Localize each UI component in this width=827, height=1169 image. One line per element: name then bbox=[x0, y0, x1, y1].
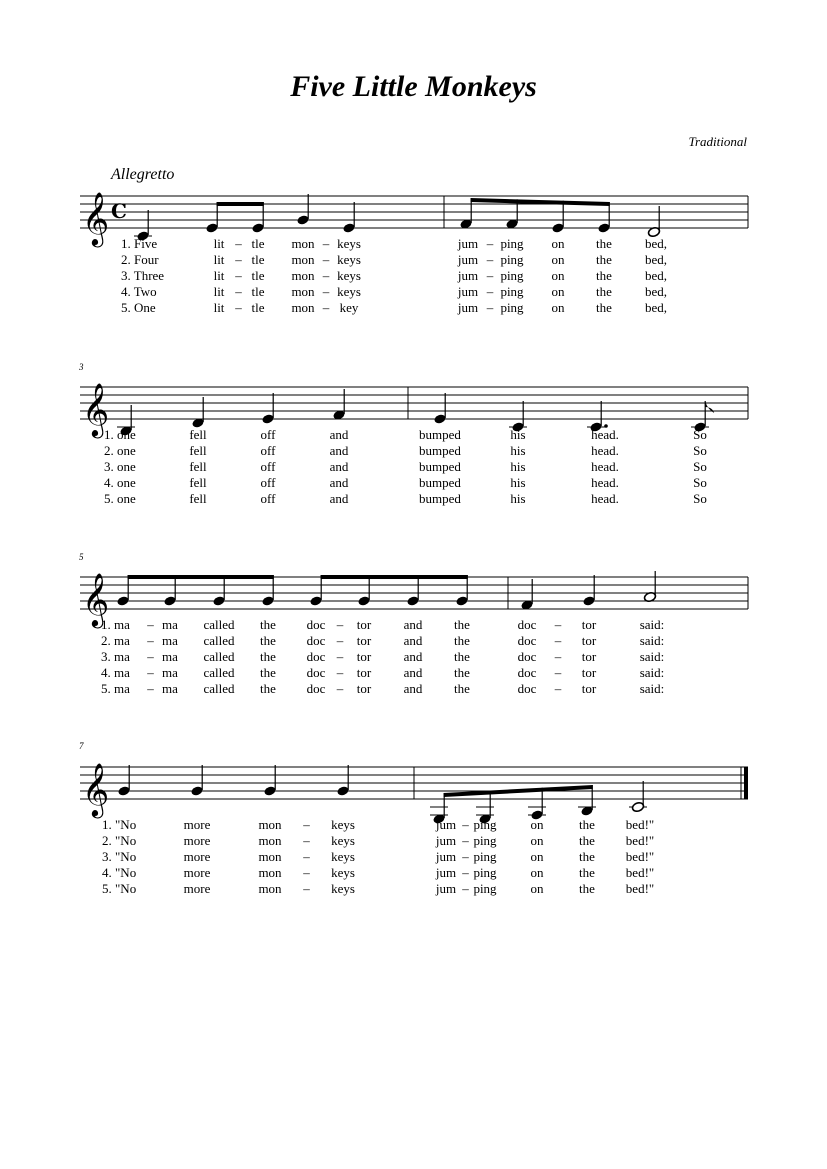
lyric-syllable: his bbox=[510, 491, 526, 506]
lyric-hyphen: – bbox=[235, 252, 242, 267]
lyric-syllable: fell bbox=[189, 427, 207, 442]
lyric-syllable: on bbox=[530, 833, 544, 848]
lyric-syllable: off bbox=[260, 427, 276, 442]
lyric-syllable: mon bbox=[291, 236, 315, 251]
lyric-syllable: bed!" bbox=[625, 849, 655, 864]
lyric-syllable: and bbox=[329, 475, 349, 490]
lyric-hyphen: – bbox=[303, 881, 310, 896]
lyric-syllable: and bbox=[329, 491, 349, 506]
lyric-syllable: lit bbox=[213, 300, 225, 315]
lyric-hyphen: – bbox=[554, 633, 562, 648]
lyric-syllable: called bbox=[203, 681, 235, 696]
lyric-syllable: and bbox=[403, 649, 423, 664]
lyric-syllable: the bbox=[579, 865, 595, 880]
lyric-hyphen: – bbox=[462, 865, 469, 880]
lyric-syllable: the bbox=[596, 252, 612, 267]
lyric-syllable: lit bbox=[213, 252, 225, 267]
lyric-syllable: head. bbox=[591, 491, 619, 506]
lyric-hyphen: – bbox=[303, 817, 310, 832]
lyric-syllable: bed!" bbox=[625, 881, 655, 896]
final-barline bbox=[744, 767, 748, 799]
lyric-syllable: keys bbox=[337, 268, 361, 283]
lyric-syllable: ping bbox=[473, 865, 497, 880]
lyric-syllable: and bbox=[329, 459, 349, 474]
lyric-syllable: off bbox=[260, 475, 276, 490]
lyric-syllable: ping bbox=[473, 817, 497, 832]
lyric-syllable: the bbox=[454, 649, 470, 664]
lyric-hyphen: – bbox=[322, 300, 330, 315]
lyric-syllable: mon bbox=[258, 833, 282, 848]
lyric-hyphen: – bbox=[322, 252, 330, 267]
lyric-syllable: said: bbox=[639, 633, 665, 648]
lyric-syllable: keys bbox=[331, 817, 355, 832]
lyric-syllable: 5. one bbox=[104, 491, 136, 506]
lyric-syllable: mon bbox=[291, 300, 315, 315]
lyric-syllable: fell bbox=[189, 491, 207, 506]
lyric-syllable: tor bbox=[356, 633, 372, 648]
lyric-syllable: mon bbox=[291, 284, 315, 299]
lyric-syllable: tle bbox=[251, 252, 265, 267]
lyric-syllable: doc bbox=[306, 649, 326, 664]
lyric-syllable: off bbox=[260, 459, 276, 474]
lyric-syllable: the bbox=[454, 665, 470, 680]
lyric-syllable: on bbox=[530, 849, 544, 864]
lyric-hyphen: – bbox=[322, 268, 330, 283]
beam bbox=[217, 202, 264, 206]
lyric-syllable: tle bbox=[251, 284, 265, 299]
lyric-syllable: ma bbox=[162, 633, 178, 648]
lyric-syllable: bumped bbox=[419, 443, 461, 458]
lyric-syllable: the bbox=[260, 649, 276, 664]
lyric-hyphen: – bbox=[147, 617, 154, 632]
lyric-syllable: off bbox=[260, 491, 276, 506]
lyric-syllable: ping bbox=[500, 252, 524, 267]
lyric-syllable: doc bbox=[306, 633, 326, 648]
tempo-marking: Allegretto bbox=[111, 166, 175, 183]
lyric-syllable: and bbox=[403, 617, 423, 632]
lyric-hyphen: – bbox=[322, 236, 330, 251]
lyric-syllable: 4. ma bbox=[101, 665, 130, 680]
lyric-syllable: the bbox=[596, 268, 612, 283]
lyric-syllable: fell bbox=[189, 475, 207, 490]
lyric-syllable: 1. Five bbox=[121, 236, 158, 251]
lyric-syllable: jum bbox=[457, 284, 479, 299]
lyric-syllable: ping bbox=[473, 833, 497, 848]
lyric-syllable: tle bbox=[251, 300, 265, 315]
beam bbox=[471, 198, 610, 206]
lyric-syllable: doc bbox=[517, 681, 537, 696]
lyric-syllable: 5. ma bbox=[101, 681, 130, 696]
lyric-syllable: the bbox=[260, 633, 276, 648]
lyric-syllable: more bbox=[183, 865, 211, 880]
treble-clef-icon: 𝄞 bbox=[82, 572, 110, 626]
lyric-syllable: on bbox=[530, 817, 544, 832]
lyric-hyphen: – bbox=[303, 833, 310, 848]
lyric-syllable: ping bbox=[500, 300, 524, 315]
lyric-hyphen: – bbox=[147, 665, 154, 680]
lyric-syllable: mon bbox=[258, 865, 282, 880]
lyric-syllable: ping bbox=[500, 268, 524, 283]
lyric-syllable: the bbox=[579, 849, 595, 864]
lyric-syllable: his bbox=[510, 427, 526, 442]
lyric-syllable: 1. "No bbox=[102, 817, 137, 832]
lyric-hyphen: – bbox=[486, 268, 494, 283]
lyric-syllable: the bbox=[579, 833, 595, 848]
lyric-syllable: said: bbox=[639, 665, 665, 680]
lyric-syllable: doc bbox=[517, 633, 537, 648]
lyric-hyphen: – bbox=[462, 833, 469, 848]
lyric-syllable: 3. ma bbox=[101, 649, 130, 664]
lyric-syllable: bed, bbox=[644, 236, 668, 251]
lyric-syllable: 3. "No bbox=[102, 849, 137, 864]
measure-number-7: 7 bbox=[79, 741, 84, 751]
lyric-syllable: mon bbox=[291, 268, 315, 283]
lyric-syllable: So bbox=[693, 427, 707, 442]
lyric-syllable: fell bbox=[189, 459, 207, 474]
lyric-hyphen: – bbox=[462, 881, 469, 896]
lyric-syllable: the bbox=[596, 236, 612, 251]
lyric-syllable: keys bbox=[331, 833, 355, 848]
lyric-syllable: and bbox=[329, 443, 349, 458]
lyric-syllable: tor bbox=[581, 617, 597, 632]
lyric-syllable: tle bbox=[251, 236, 265, 251]
lyric-syllable: keys bbox=[331, 881, 355, 896]
beam bbox=[321, 575, 468, 579]
lyric-syllable: tor bbox=[581, 665, 597, 680]
lyric-hyphen: – bbox=[554, 665, 562, 680]
lyric-syllable: head. bbox=[591, 459, 619, 474]
lyric-hyphen: – bbox=[486, 252, 494, 267]
lyric-syllable: doc bbox=[517, 649, 537, 664]
lyric-syllable: So bbox=[693, 491, 707, 506]
lyric-syllable: bumped bbox=[419, 427, 461, 442]
lyric-syllable: the bbox=[454, 681, 470, 696]
lyric-syllable: keys bbox=[337, 252, 361, 267]
lyric-syllable: 1. one bbox=[104, 427, 136, 442]
lyric-hyphen: – bbox=[336, 617, 344, 632]
lyric-syllable: ping bbox=[473, 881, 497, 896]
lyric-syllable: and bbox=[329, 427, 349, 442]
lyric-syllable: doc bbox=[306, 681, 326, 696]
lyric-syllable: head. bbox=[591, 443, 619, 458]
lyric-syllable: tor bbox=[581, 633, 597, 648]
lyric-syllable: 2. ma bbox=[101, 633, 130, 648]
lyric-syllable: bed, bbox=[644, 284, 668, 299]
lyric-syllable: doc bbox=[306, 617, 326, 632]
lyric-syllable: on bbox=[551, 284, 565, 299]
lyric-syllable: on bbox=[551, 252, 565, 267]
lyric-syllable: more bbox=[183, 833, 211, 848]
lyric-syllable: the bbox=[454, 633, 470, 648]
lyric-syllable: bed, bbox=[644, 252, 668, 267]
lyric-syllable: tor bbox=[356, 665, 372, 680]
lyric-syllable: bumped bbox=[419, 475, 461, 490]
lyric-syllable: tor bbox=[356, 681, 372, 696]
lyric-syllable: lit bbox=[213, 284, 225, 299]
lyric-syllable: jum bbox=[457, 252, 479, 267]
lyric-syllable: tor bbox=[581, 681, 597, 696]
lyric-hyphen: – bbox=[486, 300, 494, 315]
lyric-syllable: 2. one bbox=[104, 443, 136, 458]
lyric-syllable: called bbox=[203, 617, 235, 632]
lyric-syllable: his bbox=[510, 475, 526, 490]
lyric-syllable: said: bbox=[639, 681, 665, 696]
lyric-hyphen: – bbox=[336, 665, 344, 680]
lyric-hyphen: – bbox=[322, 284, 330, 299]
treble-clef-icon: 𝄞 bbox=[82, 762, 110, 816]
composer-credit: Traditional bbox=[688, 134, 747, 149]
lyric-syllable: on bbox=[530, 865, 544, 880]
lyric-syllable: 5. One bbox=[121, 300, 156, 315]
lyric-syllable: 3. one bbox=[104, 459, 136, 474]
lyric-syllable: keys bbox=[331, 865, 355, 880]
lyric-syllable: tor bbox=[581, 649, 597, 664]
lyric-syllable: bed!" bbox=[625, 817, 655, 832]
lyric-syllable: jum bbox=[457, 268, 479, 283]
lyric-syllable: mon bbox=[291, 252, 315, 267]
lyric-syllable: his bbox=[510, 443, 526, 458]
time-signature: C bbox=[111, 199, 127, 223]
lyric-hyphen: – bbox=[235, 268, 242, 283]
lyric-syllable: on bbox=[551, 236, 565, 251]
lyric-hyphen: – bbox=[554, 617, 562, 632]
lyric-hyphen: – bbox=[462, 849, 469, 864]
lyric-syllable: 3. Three bbox=[121, 268, 165, 283]
lyric-syllable: jum bbox=[435, 865, 457, 880]
lyric-syllable: jum bbox=[435, 849, 457, 864]
lyric-syllable: bumped bbox=[419, 491, 461, 506]
lyric-hyphen: – bbox=[147, 633, 154, 648]
lyric-syllable: 1. ma bbox=[101, 617, 130, 632]
lyric-hyphen: – bbox=[303, 849, 310, 864]
lyric-syllable: bed, bbox=[644, 268, 668, 283]
lyric-syllable: ping bbox=[473, 849, 497, 864]
lyric-syllable: the bbox=[454, 617, 470, 632]
lyric-syllable: fell bbox=[189, 443, 207, 458]
lyric-syllable: the bbox=[596, 284, 612, 299]
lyric-syllable: ping bbox=[500, 236, 524, 251]
lyric-syllable: the bbox=[260, 665, 276, 680]
lyric-syllable: key bbox=[339, 300, 359, 315]
lyric-syllable: called bbox=[203, 649, 235, 664]
lyric-hyphen: – bbox=[554, 649, 562, 664]
lyric-syllable: 4. "No bbox=[102, 865, 137, 880]
treble-clef-icon: 𝄞 bbox=[82, 382, 110, 436]
lyric-syllable: jum bbox=[435, 881, 457, 896]
lyric-hyphen: – bbox=[147, 681, 154, 696]
beam bbox=[128, 575, 274, 579]
lyric-syllable: lit bbox=[213, 268, 225, 283]
lyric-syllable: tor bbox=[356, 617, 372, 632]
score-title: Five Little Monkeys bbox=[290, 70, 537, 103]
lyric-syllable: off bbox=[260, 443, 276, 458]
lyric-hyphen: – bbox=[235, 236, 242, 251]
lyric-syllable: on bbox=[551, 268, 565, 283]
lyric-syllable: tor bbox=[356, 649, 372, 664]
lyric-syllable: ma bbox=[162, 681, 178, 696]
lyric-syllable: head. bbox=[591, 475, 619, 490]
lyric-syllable: more bbox=[183, 817, 211, 832]
lyric-hyphen: – bbox=[554, 681, 562, 696]
lyric-hyphen: – bbox=[147, 649, 154, 664]
lyric-syllable: and bbox=[403, 633, 423, 648]
lyric-syllable: said: bbox=[639, 617, 665, 632]
lyric-syllable: head. bbox=[591, 427, 619, 442]
lyric-hyphen: – bbox=[336, 681, 344, 696]
lyric-syllable: tle bbox=[251, 268, 265, 283]
lyric-syllable: ping bbox=[500, 284, 524, 299]
lyric-syllable: bed!" bbox=[625, 833, 655, 848]
lyric-syllable: called bbox=[203, 665, 235, 680]
lyric-syllable: 2. Four bbox=[121, 252, 159, 267]
lyric-syllable: 4. Two bbox=[121, 284, 157, 299]
lyric-syllable: doc bbox=[517, 665, 537, 680]
lyric-hyphen: – bbox=[336, 649, 344, 664]
lyric-syllable: bed!" bbox=[625, 865, 655, 880]
lyric-syllable: mon bbox=[258, 817, 282, 832]
lyric-syllable: the bbox=[260, 681, 276, 696]
lyric-syllable: doc bbox=[517, 617, 537, 632]
lyric-syllable: jum bbox=[457, 236, 479, 251]
lyric-syllable: the bbox=[579, 881, 595, 896]
lyric-syllable: ma bbox=[162, 665, 178, 680]
lyric-hyphen: – bbox=[486, 284, 494, 299]
lyric-hyphen: – bbox=[336, 633, 344, 648]
lyric-syllable: mon bbox=[258, 849, 282, 864]
lyric-syllable: 4. one bbox=[104, 475, 136, 490]
measure-number-3: 3 bbox=[79, 362, 84, 372]
lyric-syllable: and bbox=[403, 665, 423, 680]
lyric-syllable: 2. "No bbox=[102, 833, 137, 848]
lyric-syllable: So bbox=[693, 443, 707, 458]
lyric-syllable: 5. "No bbox=[102, 881, 137, 896]
lyric-hyphen: – bbox=[462, 817, 469, 832]
lyric-syllable: called bbox=[203, 633, 235, 648]
lyric-hyphen: – bbox=[235, 284, 242, 299]
lyric-syllable: jum bbox=[435, 817, 457, 832]
measure-number-5: 5 bbox=[79, 552, 84, 562]
lyric-hyphen: – bbox=[486, 236, 494, 251]
lyric-syllable: bed, bbox=[644, 300, 668, 315]
lyric-syllable: So bbox=[693, 475, 707, 490]
lyric-hyphen: – bbox=[235, 300, 242, 315]
lyric-syllable: and bbox=[403, 681, 423, 696]
lyric-syllable: bumped bbox=[419, 459, 461, 474]
lyric-syllable: keys bbox=[337, 284, 361, 299]
lyric-syllable: doc bbox=[306, 665, 326, 680]
lyric-syllable: keys bbox=[337, 236, 361, 251]
lyric-syllable: jum bbox=[435, 833, 457, 848]
lyric-syllable: the bbox=[260, 617, 276, 632]
lyric-syllable: keys bbox=[331, 849, 355, 864]
lyric-syllable: ma bbox=[162, 617, 178, 632]
lyric-hyphen: – bbox=[303, 865, 310, 880]
lyric-syllable: So bbox=[693, 459, 707, 474]
lyric-syllable: more bbox=[183, 849, 211, 864]
lyric-syllable: the bbox=[579, 817, 595, 832]
lyric-syllable: the bbox=[596, 300, 612, 315]
lyric-syllable: said: bbox=[639, 649, 665, 664]
lyric-syllable: lit bbox=[213, 236, 225, 251]
lyric-syllable: mon bbox=[258, 881, 282, 896]
lyric-syllable: ma bbox=[162, 649, 178, 664]
lyric-syllable: on bbox=[530, 881, 544, 896]
lyric-syllable: more bbox=[183, 881, 211, 896]
lyric-syllable: on bbox=[551, 300, 565, 315]
lyric-syllable: jum bbox=[457, 300, 479, 315]
lyric-syllable: his bbox=[510, 459, 526, 474]
treble-clef-icon: 𝄞 bbox=[82, 191, 110, 245]
